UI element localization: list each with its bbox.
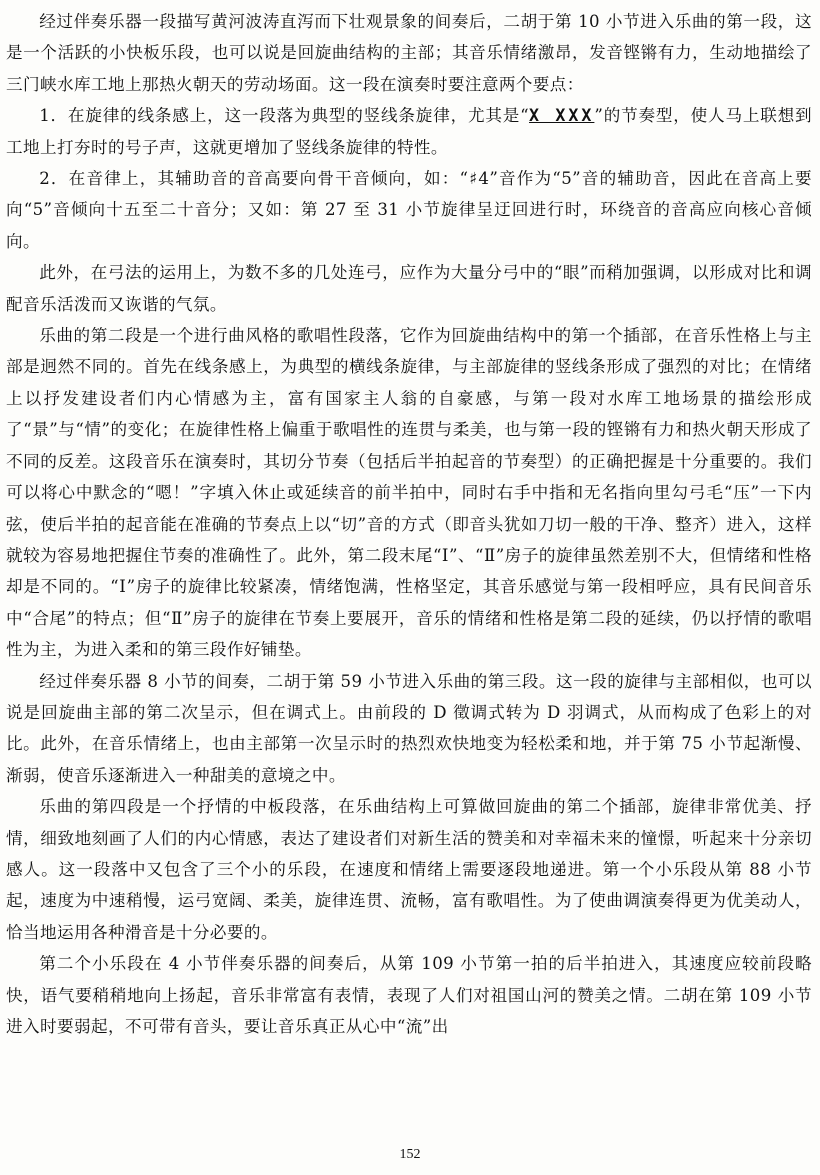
point-1-lead: 1．在旋律的线条感上，这一段落为典型的竖线条旋律，尤其是“ — [39, 106, 530, 126]
paragraph-section-2: 乐曲的第二段是一个进行曲风格的歌唱性段落，它作为回旋曲结构中的第一个插部，在音乐性格上与主部是迥然不同的。首先在线条感上，为典型的横线条旋律，与主部旋律的竖线条形成了强烈的对比；在情绪上以抒发建设者们内心情感为主，富有国家主人翁的自豪感，与第一段对水库工地场景的描绘形成了“景”与“情”的变化；在旋律性格上偏重于歌唱性的连贯与柔美，也与第一段的铿锵有力和热火朝天形成了不同的反差。这段音乐在演奏时，其切分节奏（包括后半拍起音的节奏型）的正确把握是十分重要的。我们可以将心中默念的“嗯！”字填入休止或延续音的前半拍中，同时右手中指和无名指向里勾弓毛“压”一下内弦，使后半拍的起音能在准确的节奏点上以“切”音的方式（即音头犹如刀切一般的干净、整齐）进入，这样就较为容易地把握住节奏的准确性了。此外，第二段末尾“Ⅰ”、“Ⅱ”房子的旋律虽然差别不大，但情绪和性格却是不同的。“Ⅰ”房子的旋律比较紧凑，情绪饱满，性格坚定，其音乐感觉与第一段相呼应，具有民间音乐中“合尾”的特点；但“Ⅱ”房子的旋律在节奏上要展开，音乐的情绪和性格是第二段的延续，仍以抒情的歌唱性为主，为进入柔和的第三段作好铺垫。 — [6, 326, 812, 660]
point-1-rest: ”的节奏型，使人马上联想到工地上打夯时的号子声，这就更增加了竖线条旋律的特性。 — [6, 106, 813, 157]
rhythm-notation: X XXX — [529, 106, 595, 126]
paragraph-point-1 — [6, 100, 812, 163]
paragraph-point-2: 2．在音律上，其辅助音的音高要向骨干音倾向，如：“♯4”音作为“5”音的辅助音，因此在音高上要向“5”音倾向十五至二十音分；又如：第 27 至 31 小节旋律呈迂回进行时，环绕音的音高应向核心音倾向。 — [6, 169, 812, 251]
body-text — [6, 6, 812, 1042]
paragraph-intro: 经过伴奏乐器一段描写黄河波涛直泻而下壮观景象的间奏后，二胡于第 10 小节进入乐曲的第一段，这是一个活跃的小快板乐段，也可以说是回旋曲结构的主部；其音乐情绪激昂，发音铿锵有力，生动地描绘了三门峡水库工地上那热火朝天的劳动场面。这一段在演奏时要注意两个要点： — [6, 12, 812, 94]
page-number: 152 — [399, 1147, 421, 1162]
paragraph-section-3: 经过伴奏乐器 8 小节的间奏，二胡于第 59 小节进入乐曲的第三段。这一段的旋律与主部相似，也可以说是回旋曲主部的第二次呈示，但在调式上。由前段的 D 徵调式转为 D 羽调式，从而构成了色彩上的对比。此外，在音乐情绪上，也由主部第一次呈示时的热烈欢快地变为轻松柔和地，并于第 75 小节起渐慢、渐弱，使音乐逐渐进入一种甜美的意境之中。 — [6, 671, 812, 785]
paragraph-second-subsection: 第二个小乐段在 4 小节伴奏乐器的间奏后，从第 109 小节第一拍的后半拍进入，其速度应较前段略快，语气要稍稍地向上扬起，音乐非常富有表情，表现了人们对祖国山河的赞美之情。二胡在第 109 小节进入时要弱起，不可带有音头，要让音乐真正从心中“流”出 — [6, 954, 812, 1036]
paragraph-bowing: 此外，在弓法的运用上，为数不多的几处连弓，应作为大量分弓中的“眼”而稍加强调，以形成对比和调配音乐活泼而又诙谐的气氛。 — [6, 263, 812, 314]
paragraph-section-4: 乐曲的第四段是一个抒情的中板段落，在乐曲结构上可算做回旋曲的第二个插部，旋律非常优美、抒情，细致地刻画了人们的内心情感，表达了建设者们对新生活的赞美和对幸福未来的憧憬，听起来十分亲切感人。这一段落中又包含了三个小的乐段，在速度和情绪上需要逐段地递进。第一个小乐段从第 88 小节起，速度为中速稍慢，运弓宽阔、柔美，旋律连贯、流畅，富有歌唱性。为了使曲调演奏得更为优美动人，恰当地运用各种滑音是十分必要的。 — [6, 797, 812, 942]
